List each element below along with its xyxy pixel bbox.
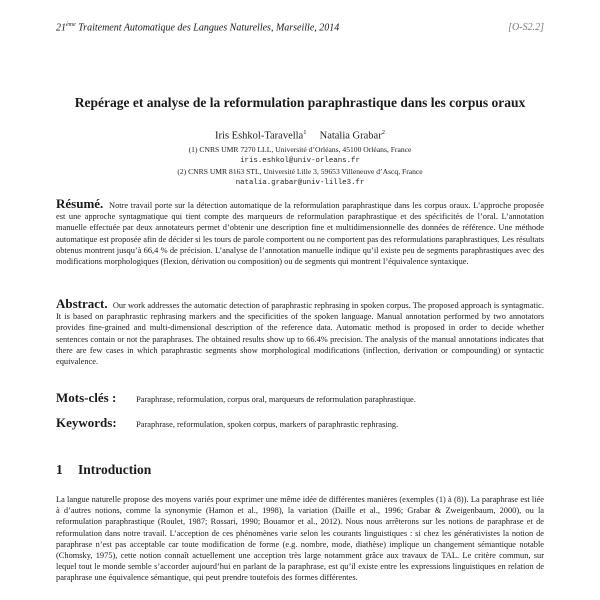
abstract-block [56, 298, 544, 367]
conference-title: Traitement Automatique des Langues Naturelles, Marseille, 2014 [75, 22, 340, 34]
affiliation-2: (2) CNRS UMR 8163 STL, Université Lille 3, 59653 Villeneuve d’Ascq, France [177, 167, 423, 176]
author-email-2: natalia.grabar@univ-lille3.fr [235, 179, 365, 187]
resume-text: Notre travail porte sur la détection automatique de la reformulation paraphrastique dans les corpus oraux. L’approche proposée est une approche syntagmatique qui tient compte des marqueurs de reformulation paraphrastique et des spécificités de l’oral. L’annotation manuelle effectuée par deux annotateurs permet d’obtenir une description fine et multidimensionnelle des données de référence. Une méthode automatique est proposée afin de décider si les tours de parole comportent ou ne comportent pas des reformulations paraphrastiques. Les résultats obtenus montrent jusqu’à 66,4 % de précision. L’analyse de l’annotation manuelle indique qu’il existe peu de segments paraphrastiques avec des modifications morphologiques (flexion, dérivation ou composition) ou de segments qui montrent l’équivalence syntaxique. [56, 201, 544, 267]
section-number: 1 [56, 462, 63, 477]
running-header [56, 22, 544, 36]
conference-edition-suffix: ème [66, 22, 76, 28]
author-email-1: iris.eshkol@univ-orleans.fr [240, 157, 360, 165]
resume-block [56, 198, 544, 267]
section-heading [56, 462, 151, 478]
motscles-block [56, 390, 544, 406]
abstract-label: Abstract. [56, 296, 108, 311]
conference-name [56, 22, 339, 33]
keywords-text: Paraphrase, reformulation, spoken corpus, markers of paraphrastic rephrasing. [136, 420, 399, 429]
affiliation-1: (1) CNRS UMR 7270 LLL, Université d’Orléans, 45100 Orléans, France [188, 145, 412, 154]
paper-title: Repérage et analyse de la reformulation paraphrastique dans les corpus oraux [74, 95, 526, 110]
conference-edition: 21 [56, 22, 66, 34]
motscles-label: Mots-clés : [56, 390, 117, 405]
keywords-label: Keywords: [56, 415, 117, 430]
session-code: [O-S2.2] [508, 22, 544, 33]
author-name: Iris Eshkol-Taravella [215, 130, 304, 142]
author-mark: 2 [381, 129, 385, 136]
resume-label: Résumé. [56, 196, 104, 211]
abstract-text: Our work addresses the automatic detection of paraphrastic rephrasing in spoken corpus. The proposed approach is syntagmatic. It is based on paraphrastic rephrasing markers and the specificities of the spoken language. Manual annotation performed by two annotators provides fine-grained and multi-dimensional description of the reference data. Automatic method is proposed in order to decide whether sentences contain or not the paraphrases. The obtained results show up to 66.4% precision. The analysis of the manual annotations indicates that there are few cases in which paraphrastic segments show morphological modifications (inflection, derivation or compounding) or syntactic equivalence. [56, 301, 544, 367]
author-mark: 1 [303, 129, 307, 136]
motscles-text: Paraphrase, reformulation, corpus oral, marqueurs de reformulation paraphrastique. [136, 395, 416, 404]
author-name: Natalia Grabar [319, 130, 382, 142]
introduction-paragraph: La langue naturelle propose des moyens variés pour exprimer une même idée de différentes manières (exemples (1) à (8)). La paraphrase est liée à d’autres notions, comme la synonymie (Hamon et al., 1998), la variation (Daille et al., 1996; Grabar & Zweigenbaum, 2000), ou la reformulation paraphrastique (Roulet, 1987; Rossari, 1990; Bouamor et al., 2012). Nous nous arrêterons sur les notions de paraphrase et de reformulation dans notre travail. L’acception de ces phénomènes varie selon les courants linguistiques : si chez les générativistes la notion de paraphrase n’est pas acceptable car toute modification de forme (e.g. nombre, mode, diathèse) implique un changement sémantique notable (Chomsky, 1975), cette notion connaît actuellement une acception très large notamment grâce aux travaux de TAL. Le critère commun, sur lequel tout le monde semble s’accorder aujourd’hui en parlant de la paraphrase, est qu’il existe entre les expressions linguistiques en relation de paraphrase une équivalence sémantique, qui peut prendre toutefois des formes différentes. [56, 495, 544, 583]
keywords-block [56, 415, 544, 431]
section-title: Introduction [78, 462, 152, 477]
authors-line [56, 129, 544, 142]
